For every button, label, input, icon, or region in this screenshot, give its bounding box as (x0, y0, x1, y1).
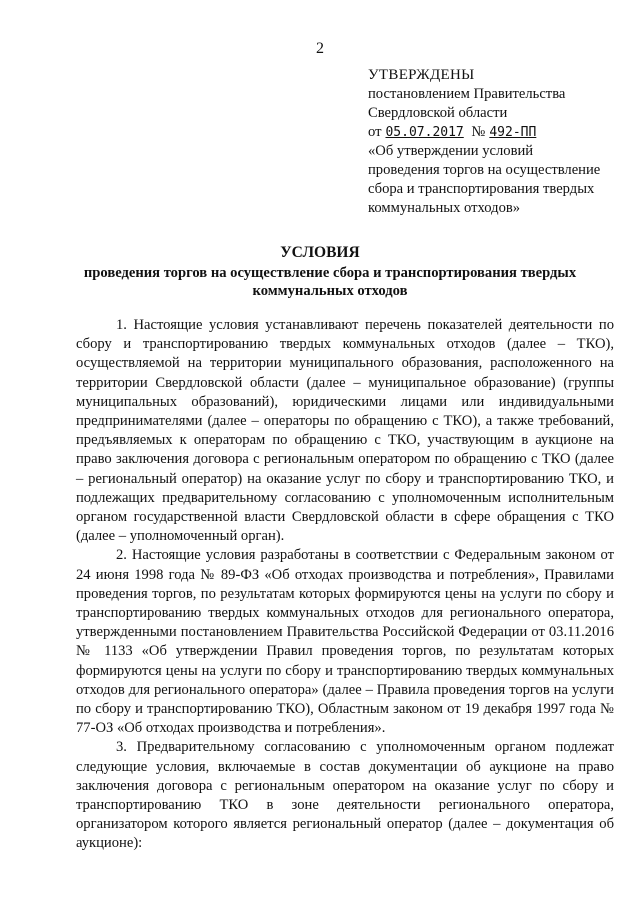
approval-line: постановлением Правительства (368, 86, 566, 102)
approval-quote-line: коммунальных отходов» (368, 200, 521, 216)
approval-line: Свердловской области (368, 105, 508, 121)
approval-date-number (368, 123, 630, 142)
approval-quote-line: «Об утверждении условий (368, 143, 534, 159)
document-title: УСЛОВИЯ (280, 244, 360, 261)
approval-date: 05.07.2017 (385, 125, 464, 140)
paragraph: 1. Настоящие условия устанавливают перечень показателей деятельности по сбору и транспортированию твердых коммунальных отходов (далее – ТКО), осуществляемой на территории муниципального образования, расположенного на территории Свердловской области (далее – муниципальное образование) (группы муниципальных образований), юридическими лицами или индивидуальными предпринимателями (далее – операторы по обращению с ТКО), а также требований, предъявляемых к операторам по обращению с ТКО, участвующим в аукционе на право заключения договора с региональным оператором по обращению с ТКО (далее – региональный оператор) на оказание услуг по сбору и транспортированию ТКО, и подлежащих предварительному согласованию с уполномоченным исполнительным органом государственной власти Свердловской области в сфере обращения с ТКО (далее – уполномоченный орган). (76, 317, 614, 545)
approval-quote-line: сбора и транспортирования твердых (368, 181, 595, 197)
page-number: 2 (316, 40, 324, 57)
paragraph: 2. Настоящие условия разработаны в соответствии с Федеральным законом от 24 июня 1998 года № 89-ФЗ «Об отходах производства и потребления», Правилами проведения торгов, по результатам которых формируются цены на услуги по сбору и транспортированию твердых коммунальных отходов для регионального оператора, утвержденными постановлением Правительства Российской Федерации от 03.11.2016 № 1133 «Об утверждении Правил проведения торгов, по результатам которых формируются цены на услуги по сбору и транспортированию твердых коммунальных отходов для регионального оператора» (далее – Правила проведения торгов на услуги по сбору и транспортированию ТКО), Областным законом от 19 декабря 1997 года № 77-ОЗ «Об отходах производства и потребления». (76, 547, 614, 737)
date-prefix: от (368, 124, 382, 140)
document-body (76, 316, 614, 854)
approval-heading: УТВЕРЖДЕНЫ (368, 67, 475, 83)
document-subtitle: проведения торгов на осуществление сбора и транспортирования твердых коммунальных отходов (83, 265, 577, 299)
approval-number: 492-ПП (489, 125, 537, 140)
paragraph: 3. Предварительному согласованию с уполномоченным органом подлежат следующие условия, включаемые в состав документации об аукционе на право заключения договора с региональным оператором на оказание услуг по сбору и транспортированию ТКО в зоне деятельности регионального оператора, организатором которого является региональный оператор (далее – документация об аукционе): (76, 739, 614, 852)
number-prefix: № (471, 124, 486, 140)
approval-quote-line: проведения торгов на осуществление (368, 162, 601, 178)
approval-stamp (368, 66, 630, 218)
